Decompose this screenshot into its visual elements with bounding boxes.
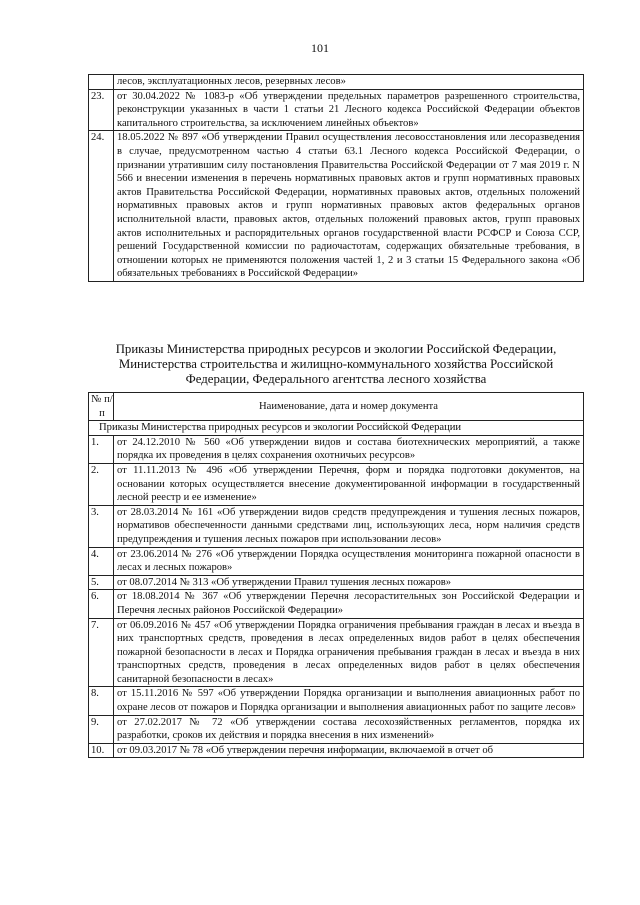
column-header-number: № п/п bbox=[89, 393, 114, 421]
row-text: от 18.08.2014 № 367 «Об утверждении Перечня лесорастительных зон Российской Федерации и Перечня лесных районов Российской Федерации» bbox=[114, 590, 584, 618]
ministry-orders-table bbox=[88, 392, 584, 758]
row-text: от 08.07.2014 № 313 «Об утверждении Правил тушения лесных пожаров» bbox=[114, 575, 584, 590]
row-number: 2. bbox=[89, 463, 114, 505]
table-header-row bbox=[89, 393, 584, 421]
table-subheader-row bbox=[89, 421, 584, 436]
row-number: 9. bbox=[89, 715, 114, 743]
table-row bbox=[89, 590, 584, 618]
table-row bbox=[89, 463, 584, 505]
row-number: 23. bbox=[89, 89, 114, 131]
page-number: 101 bbox=[311, 41, 329, 55]
row-text: от 24.12.2010 № 560 «Об утверждении видов и состава биотехнических мероприятий, а также порядка их проведения в целях сохранения охотничьих ресурсов» bbox=[114, 435, 584, 463]
table-row bbox=[89, 547, 584, 575]
row-text: от 15.11.2016 № 597 «Об утверждении Порядка организации и выполнения авиационных работ по охране лесов от пожаров и Порядка организации и выполнения авиационных работ по защите лесов» bbox=[114, 687, 584, 715]
row-number: 4. bbox=[89, 547, 114, 575]
row-number: 3. bbox=[89, 505, 114, 547]
table-row bbox=[89, 618, 584, 687]
table-row bbox=[89, 715, 584, 743]
row-number: 10. bbox=[89, 743, 114, 758]
table-row bbox=[89, 687, 584, 715]
row-number: 6. bbox=[89, 590, 114, 618]
row-text: от 28.03.2014 № 161 «Об утверждении видов средств предупреждения и тушения лесных пожаров, нормативов обеспеченности данными средствами лиц, использующих леса, норм наличия средств предупреждения и тушения лесных пожаров при использовании лесов» bbox=[114, 505, 584, 547]
table-row bbox=[89, 75, 584, 90]
table-row bbox=[89, 505, 584, 547]
row-text: от 23.06.2014 № 276 «Об утверждении Порядка осуществления мониторинга пожарной опасности в лесах и лесных пожаров» bbox=[114, 547, 584, 575]
row-text: от 27.02.2017 № 72 «Об утверждении состава лесохозяйственных регламентов, порядка их разработки, сроков их действия и порядка внесения в них изменений» bbox=[114, 715, 584, 743]
row-number: 8. bbox=[89, 687, 114, 715]
row-text: от 06.09.2016 № 457 «Об утверждении Порядка ограничения пребывания граждан в лесах и въезда в них транспортных средств, проведения в лесах определенных видов работ в целях обеспечения пожарной безопасности в лесах и Порядка ограничения пребывания граждан в лесах и въезда в них транспортных средств, проведения в лесах определенных видов работ в целях обеспечения санитарной безопасности в лесах» bbox=[114, 618, 584, 687]
row-number: 7. bbox=[89, 618, 114, 687]
row-text: от 09.03.2017 № 78 «Об утверждении перечня информации, включаемой в отчет об bbox=[114, 743, 584, 758]
table-subheader: Приказы Министерства природных ресурсов и экологии Российской Федерации bbox=[89, 421, 584, 436]
table-row bbox=[89, 575, 584, 590]
row-text: 18.05.2022 № 897 «Об утверждении Правил осуществления лесовосстановления или лесоразведения в случае, предусмотренном частью 4 статьи 63.1 Лесного кодекса Российской Федерации, о признании утратившим силу постановления Правительства Российской Федерации от 7 мая 2019 г. N 566 и внесении изменения в перечень нормативных правовых актов и групп нормативных правовых актов Правительства Российской Федерации, нормативных правовых актов, отдельных положений нормативных правовых актов и групп нормативных правовых актов федеральных органов исполнительной власти, правовых актов, отдельных положений правовых актов, групп правовых актов исполнительных и распорядительных органов государственной власти РСФСР и Союза ССР, решений Государственной комиссии по радиочастотам, содержащих обязательные требования, в отношении которых не применяются положения частей 1, 2 и 3 статьи 15 Федерального закона «Об обязательных требованиях в Российской Федерации» bbox=[114, 131, 584, 282]
row-text: лесов, эксплуатационных лесов, резервных лесов» bbox=[114, 75, 584, 90]
table-row bbox=[89, 89, 584, 131]
row-number: 5. bbox=[89, 575, 114, 590]
table-row bbox=[89, 743, 584, 758]
row-number: 24. bbox=[89, 131, 114, 282]
row-number bbox=[89, 75, 114, 90]
row-text: от 30.04.2022 № 1083-р «Об утверждении предельных параметров разрешенного строительства, реконструкции указанных в части 1 статьи 21 Лесного кодекса Российской Федерации объектов капитального строительства, за исключением линейных объектов» bbox=[114, 89, 584, 131]
row-text: от 11.11.2013 № 496 «Об утверждении Перечня, форм и порядка подготовки документов, на основании которых осуществляется внесение документированной информации в государственный лесной реестр и ее изменение» bbox=[114, 463, 584, 505]
legal-acts-table-continued bbox=[88, 74, 584, 282]
row-number: 1. bbox=[89, 435, 114, 463]
column-header-name: Наименование, дата и номер документа bbox=[114, 393, 584, 421]
section-heading: Приказы Министерства природных ресурсов и экологии Российской Федерации, Министерства строительства и жилищно-коммунального хозяйства Российской Федерации, Федерального агентства лесного хозяйства bbox=[115, 342, 557, 386]
table-row bbox=[89, 435, 584, 463]
table-row bbox=[89, 131, 584, 282]
